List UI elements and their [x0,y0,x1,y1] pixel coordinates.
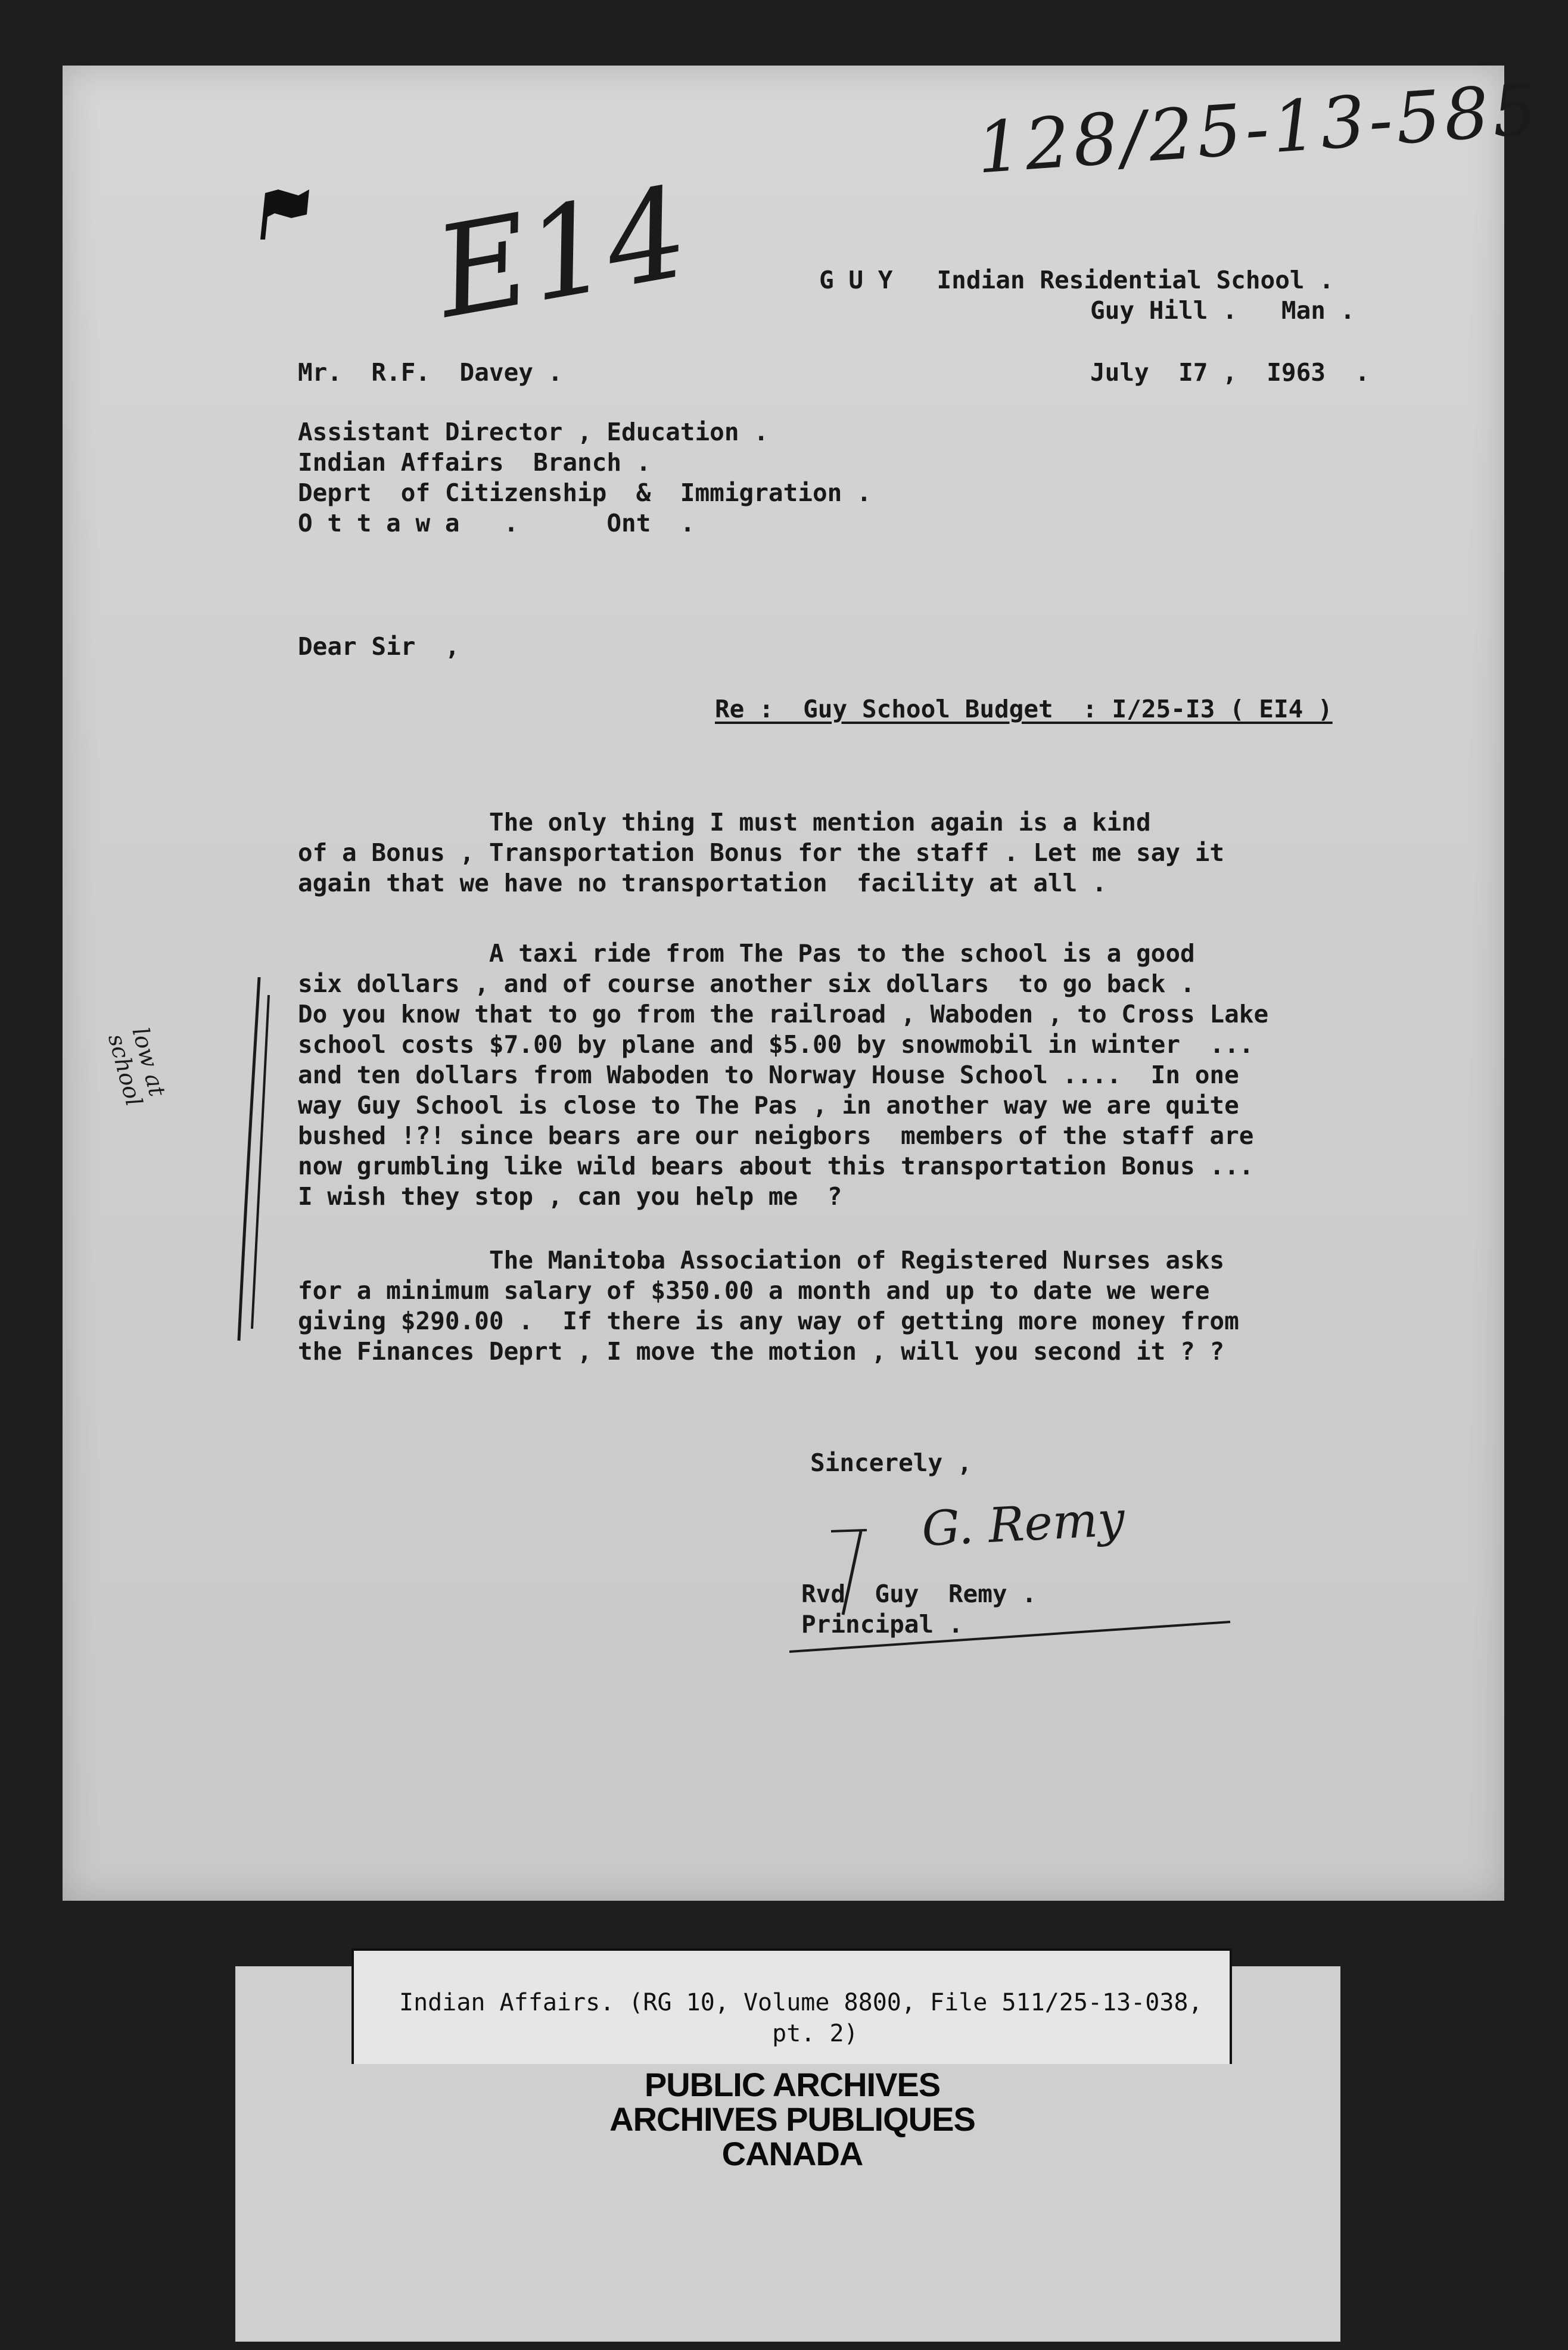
body-paragraph-2: A taxi ride from The Pas to the school is a good six dollars , and of course another six dollars to go back . Do you know that to go from the railroad , Waboden , to Cross Lake school costs $7.00 by plane and $5.00 by snowmobil in winter ... and ten dollars from Waboden to Norway House School .... In one way Guy School is close to The Pas , in another way we are quite bushed !?! since bears are our neigbors members of the staff are now grumbling like wild bears about this transportation Bonus ... I wish they stop , can you help me ? [298,939,1269,1211]
recipient-branch: Indian Affairs Branch . [298,448,651,477]
letter-page [63,66,1544,1901]
margin-bracket-mark [223,971,271,1347]
letterhead-school: G U Y Indian Residential School . [819,266,1334,294]
letterhead-location: Guy Hill . Man . [1090,296,1355,325]
recipient-department: Deprt of Citizenship & Immigration . [298,478,872,507]
closing: Sincerely , [810,1448,972,1477]
archives-stamp-country: CANADA [721,2135,863,2172]
handwritten-e14-mark: E14 [426,158,698,347]
archives-stamp-french: ARCHIVES PUBLIQUES [609,2100,975,2138]
signature: G. Remy [920,1491,1126,1557]
subject-line: Re : Guy School Budget : I/25-I3 ( EI4 ) [715,695,1333,723]
archive-reference: Indian Affairs. (RG 10, Volume 8800, File 511/25-13-038, pt. 2) [399,1989,1203,2047]
signer-name: Rvd Guy Remy . [801,1580,1037,1608]
letter-date: July I7 , I963 . [1090,358,1370,387]
archives-stamp-english: PUBLIC ARCHIVES [644,2066,941,2103]
handwritten-file-number: 128/25-13-585 [974,67,1544,189]
handwritten-margin-note: low at school [102,1024,171,1109]
body-paragraph-3: The Manitoba Association of Registered Nurses asks for a minimum salary of $350.00 a month and up to date we were giving $290.00 . If there is any way of getting more money from the Finances Deprt , I move the motion , will you second it ? ? [298,1246,1239,1366]
recipient-city: O t t a w a . Ont . [298,509,695,537]
recipient-name: Mr. R.F. Davey . [298,358,563,387]
recipient-title: Assistant Director , Education . [298,418,769,446]
signer-title: Principal . [801,1610,963,1639]
flag-icon [252,180,318,245]
body-paragraph-1: The only thing I must mention again is a kind of a Bonus , Transportation Bonus for the staff . Let me say it again that we have no transportation facility at all . [298,808,1225,897]
salutation: Dear Sir , [298,632,460,661]
